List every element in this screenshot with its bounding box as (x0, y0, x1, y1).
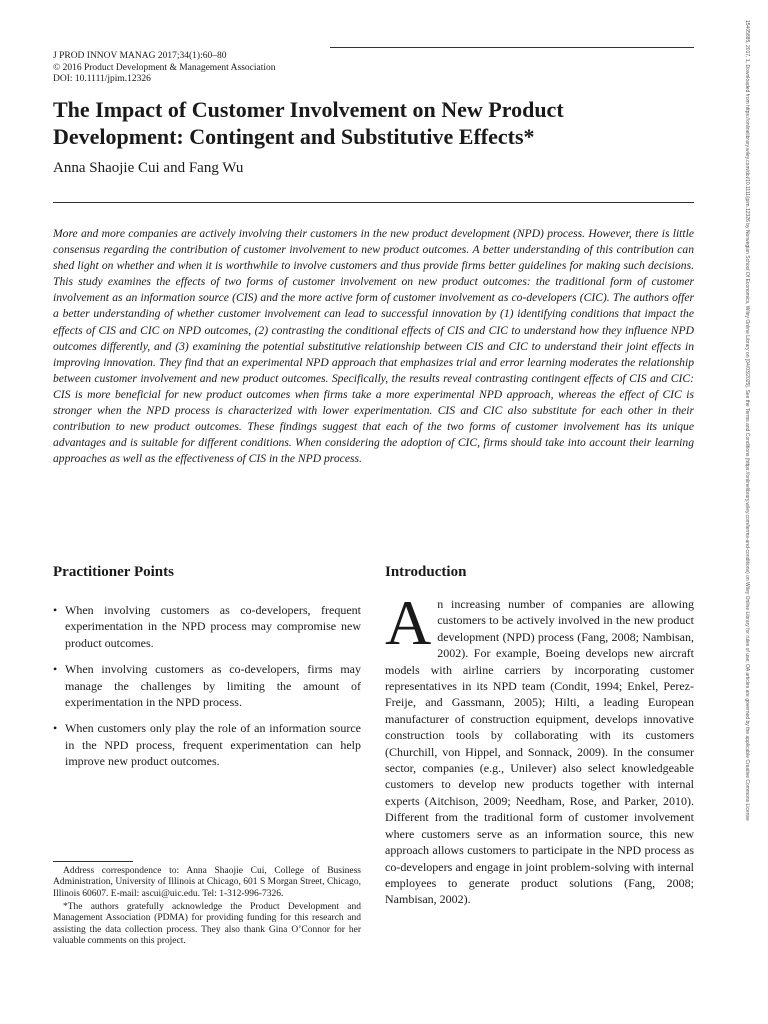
journal-copyright: © 2016 Product Development & Management Association (53, 62, 276, 73)
journal-doi: DOI: 10.1111/jpim.12326 (53, 74, 151, 84)
bullet-icon: • (53, 662, 58, 677)
list-item-text: When customers only play the role of an information source in the NPD process, frequent experimentation can help improve new product outcomes. (65, 721, 361, 769)
journal-meta (53, 51, 353, 86)
list-item-text: When involving customers as co-developers, frequent experimentation in the NPD process may compromise new product outcomes. (65, 603, 361, 650)
bullet-icon: • (53, 603, 58, 617)
article-authors: Anna Shaojie Cui and Fang Wu (53, 160, 244, 176)
list-item (53, 661, 361, 710)
footnote-address: Address correspondence to: Anna Shaojie Cui, College of Business Administration, University of Illinois at Chicago, 601 S Morgan Street, Chicago, Illinois 60607. E-mail: ascui@uic.edu. Tel: 1-312-996-7326. (53, 866, 361, 899)
drop-cap: A (385, 587, 432, 658)
introduction-body (385, 587, 694, 908)
journal-citation: J PROD INNOV MANAG 2017;34(1):60–80 (53, 51, 227, 61)
header-rule (330, 47, 694, 48)
download-notice-strip (738, 20, 752, 1010)
introduction-text: n increasing number of companies are allowing customers to be actively involved in the new product development (NPD) process (Fang, 2008; Nambisan, 2002). For example, Boeing develops new aircraft models with airline carriers by incorporating customer representatives in its NPD team (Condit, 1994; Enkel, Perez-Freije, and Gassmann, 2005); Hilti, a leading European manufacturer of construction equipment, develops innovative construction tools by collaborating with its customers (Churchill, von Hippel, and Sonnack, 2009). In the consumer sector, companies (e.g., Unilever) also select knowledgeable customers to develop new products together with internal experts (Aitchison, 2009; Needham, Rose, and Parker, 2010). Different from the traditional form of customer involvement where customers serve as an information source, this new approach allows customers to participate in the NPD process as co-developers and engage in joint problem-solving with internal employees to generate product solutions (Fang, 2008; Nambisan, 2002). (385, 597, 694, 907)
practitioner-points-heading: Practitioner Points (53, 564, 174, 580)
list-item (53, 602, 361, 651)
bullet-icon: • (53, 721, 58, 736)
abstract-text: More and more companies are actively involving their customers in the new product development (NPD) process. However, there is little consensus regarding the contribution of customer involvement to new product outcomes. A better understanding of this contribution can shed light on whether and when it is worthwhile to involve customers and thus provide firms better guidelines for making such decisions. This study examines the effects of two forms of customer involvement on new product outcomes: the traditional form of customer involvement as an information source (CIS) and the more active form of customer involvement as co-developers (CIC). The authors offer a better understanding of whether customer involvement can lead to successful innovation by (1) identifying conditions that impact the effects of CIS and CIC on NPD outcomes, (2) contrasting the conditional effects of CIS and CIC to understand how they influence NPD outcomes differently, and (3) examining the potential substitutive relationship between CIS and CIC to understand their joint effects in improving innovation. They find that an experimental NPD approach that emphasizes trial and error learning moderates the relationship between customer involvement and new product outcomes. Specifically, the results reveal contrasting contingent effects of CIS and CIC: CIS is more beneficial for new product outcomes when firms take a more experimental NPD approach, whereas the effect of CIC is stronger when the NPD process is characterized with lower experimentation. CIS and CIC also substitute for each other in their contribution to new product outcomes. These findings suggest that each of the two forms of customer involvement has its unique advantages and is suitable for different conditions. When considering the adoption of CIC, firms should take into account their learning approaches as well as the effectiveness of CIS in the NPD process. (53, 227, 694, 466)
download-notice-text: 15405885, 2017, 1, Downloaded from https://onlinelibrary.wiley.com/doi/10.1111/jpim.12326 by Norwegian School Of Economics, Wiley Online Library on [04/03/2025]. See the Terms and Conditions (https://onlinelibrary.wiley.com/terms-and-conditions) on Wiley Online Library for rules of use; OA articles are governed by the applicable Creative Commons License (744, 20, 750, 821)
abstract-rule (53, 202, 694, 203)
article-title: The Impact of Customer Involvement on New Product Development: Contingent and Substitutive Effects* (53, 97, 564, 149)
list-item-text: When involving customers as co-developers, firms may manage the challenges by limiting the amount of experimentation in the NPD process. (65, 662, 361, 710)
introduction-heading: Introduction (385, 564, 467, 580)
footnote-acknowledgment: *The authors gratefully acknowledge the Product Development and Management Association (PDMA) for providing funding for this research and assisting the data collection process. They also thank Gina O’Connor for her valuable comments on this project. (53, 902, 361, 946)
practitioner-points-list (53, 602, 361, 780)
footnote-rule (53, 861, 133, 862)
list-item (53, 720, 361, 769)
